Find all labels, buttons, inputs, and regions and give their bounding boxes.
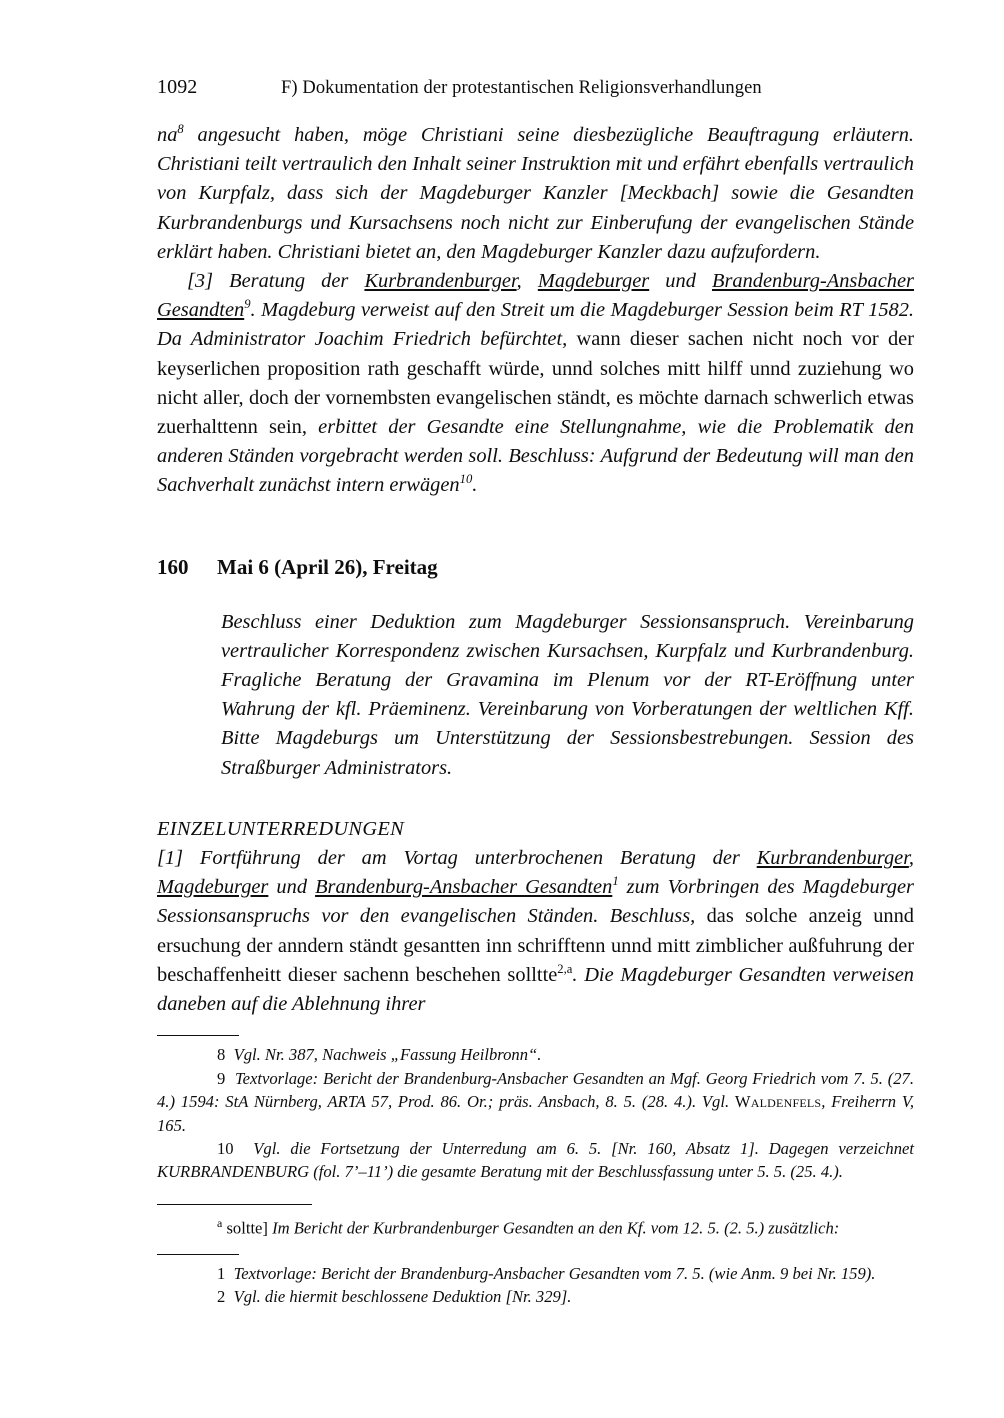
actor-brandenburg-ansbacher: Brandenburg-Ansbacher Gesandten (315, 876, 613, 899)
entry-number: 160 (157, 554, 189, 579)
page-number: 1092 (157, 76, 198, 98)
running-head (157, 0, 914, 99)
para2-lead: [3] Beratung der (187, 270, 365, 293)
footnote-text: Textvorlage: Bericht der Brandenburg-Ansbacher Gesandten vom 7. 5. (wie Anm. 9 bei Nr. 159). (233, 1263, 876, 1283)
footnote-marker: 2 (217, 1287, 226, 1307)
actor-kurbrandenburger: Kurbrandenburger (364, 270, 517, 293)
footnote-text-a: Textvorlage: Bericht der Brandenburg-Ansbacher Gesandten an Mgf. Georg Friedrich vom 7. 5. (27. 4.) 1594: StA Nürnberg, ARTA 57, Prod. 86. Or.; präs. Ansbach, 8. 5. (28. 4.). Vgl. (157, 1068, 914, 1112)
footnote-2 (157, 1285, 914, 1308)
apparatus-rule (157, 1204, 312, 1205)
sec-italic-a: zum Vorbringen des Magdeburger Sessionsanspruchs vor den evangelischen Ständen. Beschluss, (157, 876, 914, 928)
footnote-10 (157, 1137, 914, 1184)
body-text (157, 121, 914, 501)
footnote-ref-9[interactable]: 9 (244, 297, 251, 312)
paragraph-3 (157, 267, 914, 501)
variant-text: Im Bericht der Kurbrandenburger Gesandten an den Kf. vom 12. 5. (2. 5.) zusätzlich: (267, 1218, 840, 1238)
footnote-marker: 8 (217, 1045, 226, 1065)
entry-heading (157, 555, 914, 580)
sec-italic-b: . Die Magdeburger Gesandten verweisen daneben auf die Ablehnung ihrer (157, 963, 914, 1016)
footnote-9 (157, 1067, 914, 1137)
sep: , (516, 270, 538, 293)
footnote-8 (157, 1043, 914, 1066)
page-content (157, 0, 914, 1308)
running-head-title: F) Dokumentation der protestantischen Religionsverhandlungen (281, 78, 762, 98)
footnote-marker: 10 (217, 1138, 234, 1158)
variant-lemma: soltte] (226, 1218, 268, 1238)
footnote-text-b: , Freiherrn V, 165. (157, 1092, 914, 1135)
footnote-text-b: (fol. 7’–11’) die gesamte Beratung mit der Beschlussfassung unter 5. 5. (25. 4.). (309, 1162, 843, 1182)
para1-lead: na (157, 124, 178, 146)
actor-magdeburger: Magdeburger (537, 270, 650, 293)
actor-magdeburger: Magdeburger (157, 876, 269, 899)
sec-lead: [1] Fortführung der am Vortag unterbrochenen Beratung der (157, 847, 757, 870)
apparatus-rule (157, 1254, 239, 1255)
footnote-ref-8[interactable]: 8 (177, 122, 184, 137)
cited-author: Waldenfels (734, 1092, 822, 1112)
para1-text: angesucht haben, möge Christiani seine diesbezügliche Beauftragung erläutern. Christiani teilt vertraulich den Inhalt seiner Instruktion mit und erfährt ebenfalls vertraulich von Kurpfalz, dass sich der Magdeburger Kanzler [Meckbach] sowie die Gesandten Kurbrandenburgs und Kursachsens noch nicht zur Einberufung der evangelischen Stände erklärt haben. Christiani bietet an, den Magdeburger Kanzler dazu aufzufordern. (157, 124, 914, 263)
footnote-1 (157, 1262, 914, 1285)
footnote-marker: 9 (217, 1068, 226, 1088)
entry-title: Mai 6 (April 26), Freitag (217, 554, 438, 579)
cited-source: KURBRANDENBURG (157, 1162, 310, 1182)
actor-kurbrandenburger: Kurbrandenburger (756, 847, 909, 870)
footnote-text: Vgl. Nr. 387, Nachweis „Fassung Heilbronn“. (233, 1045, 542, 1065)
variant-marker: a (217, 1215, 223, 1230)
footnote-ref-1[interactable]: 1 (612, 874, 619, 889)
footnote-ref-10[interactable]: 10 (459, 472, 473, 487)
para2-tail: . (472, 474, 478, 497)
footnote-ref-2a[interactable]: 2,a (557, 962, 573, 977)
para2-quote-roman: wann dieser sachen nicht noch vor der keyserlichen proposition rath geschafft würde, unnd solches mitt hilff unnd zuziehung wo nicht aller, doch der vornembsten evangelischen ständt, es möchte darnach schwerlich etwas zuerhalttenn sein, (157, 328, 915, 439)
footnote-marker: 1 (217, 1263, 226, 1283)
section-body (157, 844, 914, 1019)
sep: , (908, 847, 914, 870)
entry-regest: Beschluss einer Deduktion zum Magdeburger Sessionsanspruch. Vereinbarung vertraulicher Korrespondenz zwischen Kursachsen, Kurpfalz und Kurbrandenburg. Fragliche Beratung der Gravamina im Plenum vor der RT-Eröffnung unter Wahrung der kfl. Präeminenz. Vereinbarung von Vorberatungen der weltlichen Kff. Bitte Magdeburgs um Unterstützung der Sessionsbestrebungen. Session des Straßburger Administrators. (221, 610, 914, 779)
footnote-text-a: Vgl. die Fortsetzung der Unterredung am 6. 5. [Nr. 160, Absatz 1]. Dagegen verzeichnet (253, 1138, 914, 1158)
footnote-text: Vgl. die hiermit beschlossene Deduktion [Nr. 329]. (233, 1287, 572, 1307)
apparatus-entry-160 (157, 1254, 914, 1309)
sec-quote-roman: das solche anzeig unnd ersuchung der anndern ständt gesantten inn schrifftenn unnd mitt zimblicher außfuhrung der beschaffenheitt dieser sachenn beschehen solltte (157, 905, 914, 986)
para2-italic-b: erbittet der Gesandte eine Stellungnahme, wie die Problematik den anderen Ständen vorgebracht werden soll. Beschluss: Aufgrund der Bedeutung will man den Sachverhalt zunächst intern erwägen (157, 416, 914, 497)
actor-brandenburg-ansbacher: Brandenburg-Ansbacher Gesandten (157, 270, 914, 322)
apparatus-variants (157, 1204, 914, 1240)
sep: und (268, 876, 316, 899)
variant-note-a (157, 1212, 914, 1240)
paragraph-1 (157, 844, 914, 1019)
apparatus-main (157, 1035, 914, 1183)
apparatus-rule (157, 1035, 239, 1036)
section-label: EINZELUNTERREDUNGEN (157, 817, 405, 840)
sep: und (649, 270, 712, 293)
paragraph-continuation (157, 121, 914, 267)
para2-italic-a: . Magdeburg verweist auf den Streit um die Magdeburger Session beim RT 1582. Da Administrator Joachim Friedrich befürchtet, (157, 299, 914, 351)
